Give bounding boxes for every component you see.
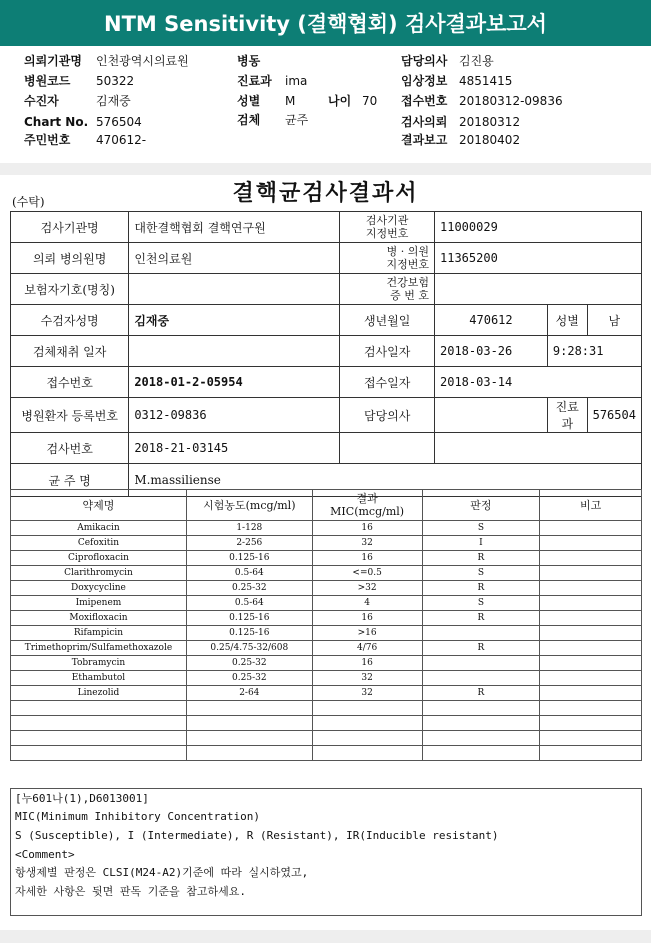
label-lab-no: 검사기관 지정번호 <box>340 212 435 243</box>
summary-value: 20180402 <box>459 133 521 147</box>
label-strain: 균 주 명 <box>11 464 129 497</box>
value-test-date: 2018-03-26 <box>435 336 548 367</box>
table-row <box>11 536 642 551</box>
table-row <box>11 641 642 656</box>
label-dept: 진료과 <box>547 398 587 433</box>
judgement-cell <box>422 656 540 671</box>
drug-name-cell: Linezolid <box>11 686 187 701</box>
drug-name-cell: Tobramycin <box>11 656 187 671</box>
note-cell <box>540 731 642 746</box>
summary-value: ima <box>285 74 308 88</box>
drug-name-cell: Imipenem <box>11 596 187 611</box>
page-title: NTM Sensitivity (결핵협회) 검사결과보고서 <box>104 12 547 36</box>
drug-name-cell <box>11 716 187 731</box>
summary-label: 병동 <box>237 54 261 68</box>
judgement-cell: R <box>422 641 540 656</box>
note-cell <box>540 536 642 551</box>
concentration-cell: 0.25-32 <box>186 671 312 686</box>
concentration-cell: 0.125-16 <box>186 551 312 566</box>
summary-value: 20180312-09836 <box>459 94 563 108</box>
value-birth: 470612 <box>435 305 548 336</box>
drug-name-cell: Rifampicin <box>11 626 187 641</box>
summary-value: 4851415 <box>459 74 513 88</box>
header-note: 비고 <box>540 490 642 521</box>
value-hosp-reg: 0312-09836 <box>129 398 340 433</box>
drug-name-cell: Doxycycline <box>11 581 187 596</box>
summary-label: 검체 <box>237 113 261 127</box>
label-hosp-reg: 병원환자 등록번호 <box>11 398 129 433</box>
judgement-cell <box>422 716 540 731</box>
mic-cell: <=0.5 <box>312 566 422 581</box>
comment-line: 항생제별 판정은 CLSI(M24-A2)기준에 따라 실시하였고, <box>15 866 309 879</box>
note-cell <box>540 566 642 581</box>
mic-cell <box>312 716 422 731</box>
table-row <box>11 746 642 761</box>
value-sex: 남 <box>587 305 641 336</box>
concentration-cell: 0.5-64 <box>186 566 312 581</box>
mic-cell <box>312 731 422 746</box>
summary-value: 576504 <box>96 115 142 129</box>
mic-cell <box>312 746 422 761</box>
note-cell <box>540 656 642 671</box>
mic-cell: 32 <box>312 671 422 686</box>
concentration-cell: 0.25-32 <box>186 656 312 671</box>
table-row <box>11 731 642 746</box>
value-lab-no: 11000029 <box>435 212 642 243</box>
concentration-cell: 0.25/4.75-32/608 <box>186 641 312 656</box>
summary-label: 나이 <box>328 94 352 108</box>
judgement-cell: R <box>422 581 540 596</box>
empty-cell <box>435 433 642 464</box>
judgement-cell: R <box>422 611 540 626</box>
judgement-cell: R <box>422 686 540 701</box>
label-collect-date: 검체채취 일자 <box>11 336 129 367</box>
judgement-cell <box>422 731 540 746</box>
table-row <box>11 686 642 701</box>
judgement-cell: I <box>422 536 540 551</box>
note-cell <box>540 626 642 641</box>
summary-value: 김재중 <box>96 94 131 108</box>
comment-line: <Comment> <box>15 848 75 861</box>
table-row <box>11 671 642 686</box>
mic-cell: >16 <box>312 626 422 641</box>
value-test-no: 2018-21-03145 <box>129 433 340 464</box>
consignment-label: (수탁) <box>12 195 45 209</box>
label-sex: 성별 <box>547 305 587 336</box>
label-doctor: 담당의사 <box>340 398 435 433</box>
judgement-cell: S <box>422 521 540 536</box>
mic-cell: 4/76 <box>312 641 422 656</box>
summary-label: 검사의뢰 <box>401 115 448 129</box>
label-health-cert: 건강보험 증 번 호 <box>340 274 435 305</box>
concentration-cell <box>186 701 312 716</box>
label-insurance: 보험자기호(명칭) <box>11 274 129 305</box>
judgement-cell: S <box>422 596 540 611</box>
concentration-cell: 0.125-16 <box>186 626 312 641</box>
value-doctor <box>435 398 548 433</box>
table-row <box>11 701 642 716</box>
note-cell <box>540 611 642 626</box>
summary-label: 결과보고 <box>401 133 448 147</box>
value-req-hosp: 인천의료원 <box>129 243 340 274</box>
summary-value: 김진용 <box>459 54 494 68</box>
mic-cell: 16 <box>312 551 422 566</box>
value-insurance <box>129 274 340 305</box>
note-cell <box>540 686 642 701</box>
label-test-date: 검사일자 <box>340 336 435 367</box>
table-row <box>11 581 642 596</box>
judgement-cell <box>422 626 540 641</box>
summary-value: 인천광역시의료원 <box>96 54 189 68</box>
note-cell <box>540 701 642 716</box>
summary-label: 수진자 <box>24 94 59 108</box>
value-health-cert <box>435 274 642 305</box>
summary-label: 주민번호 <box>24 133 71 147</box>
summary-value: 균주 <box>285 113 309 127</box>
mic-cell <box>312 701 422 716</box>
mic-cell: 16 <box>312 656 422 671</box>
concentration-cell: 2-64 <box>186 686 312 701</box>
summary-label: 진료과 <box>237 74 272 88</box>
mic-cell: 4 <box>312 596 422 611</box>
report-title: 결핵균검사결과서 <box>232 180 419 206</box>
table-row <box>11 551 642 566</box>
table-row <box>11 656 642 671</box>
note-cell <box>540 551 642 566</box>
summary-value: 50322 <box>96 74 135 88</box>
mic-cell: 32 <box>312 686 422 701</box>
value-strain: M.massiliense <box>129 464 642 497</box>
note-cell <box>540 671 642 686</box>
table-row <box>11 626 642 641</box>
label-req-hosp-no: 병 · 의원 지정번호 <box>340 243 435 274</box>
report-header <box>0 0 651 46</box>
footer-bar <box>0 930 651 943</box>
label-receipt-no: 접수번호 <box>11 367 129 398</box>
header-mic: 결과 MIC(mcg/ml) <box>312 490 422 521</box>
label-receipt-date: 접수일자 <box>340 367 435 398</box>
mic-cell: 16 <box>312 611 422 626</box>
summary-label: 임상정보 <box>401 74 448 88</box>
summary-label: 의뢰기관명 <box>24 54 82 68</box>
summary-value: 20180312 <box>459 115 521 129</box>
concentration-cell <box>186 716 312 731</box>
comment-line: 자세한 사항은 뒷면 판독 기준을 참고하세요. <box>15 885 247 898</box>
drug-name-cell: Cefoxitin <box>11 536 187 551</box>
comment-line: S (Susceptible), I (Intermediate), R (Resistant), IR(Inducible resistant) <box>15 829 499 842</box>
value-req-hosp-no: 11365200 <box>435 243 642 274</box>
table-row <box>11 716 642 731</box>
susceptibility-table <box>10 489 642 761</box>
header-concentration: 시험농도(mcg/ml) <box>186 490 312 521</box>
summary-label: 담당의사 <box>401 54 448 68</box>
summary-label: 병원코드 <box>24 74 71 88</box>
concentration-cell: 2-256 <box>186 536 312 551</box>
summary-value: M <box>285 94 296 108</box>
comment-line: [누601나(1),D6013001] <box>15 792 149 805</box>
concentration-cell <box>186 731 312 746</box>
judgement-cell <box>422 701 540 716</box>
value-receipt-date: 2018-03-14 <box>435 367 642 398</box>
drug-name-cell: Moxifloxacin <box>11 611 187 626</box>
table-header-row <box>11 490 642 521</box>
value-patient: 김재중 <box>129 305 340 336</box>
value-dept: 576504 <box>587 398 641 433</box>
mic-cell: >32 <box>312 581 422 596</box>
table-row <box>11 611 642 626</box>
value-receipt-no: 2018-01-2-05954 <box>129 367 340 398</box>
concentration-cell <box>186 746 312 761</box>
empty-cell <box>340 433 435 464</box>
divider <box>0 163 651 175</box>
judgement-cell: S <box>422 566 540 581</box>
drug-name-cell: Ciprofloxacin <box>11 551 187 566</box>
label-test-no: 검사번호 <box>11 433 129 464</box>
value-lab-name: 대한결핵협회 결핵연구원 <box>129 212 340 243</box>
note-cell <box>540 716 642 731</box>
table-row <box>11 521 642 536</box>
label-lab-name: 검사기관명 <box>11 212 129 243</box>
judgement-cell: R <box>422 551 540 566</box>
drug-name-cell <box>11 731 187 746</box>
drug-name-cell: Ethambutol <box>11 671 187 686</box>
concentration-cell: 0.125-16 <box>186 611 312 626</box>
summary-label: Chart No. <box>24 115 89 129</box>
label-patient: 수검자성명 <box>11 305 129 336</box>
label-birth: 생년월일 <box>340 305 435 336</box>
mic-cell: 16 <box>312 521 422 536</box>
label-req-hosp: 의뢰 병의원명 <box>11 243 129 274</box>
drug-name-cell: Trimethoprim/Sulfamethoxazole <box>11 641 187 656</box>
summary-label: 접수번호 <box>401 94 448 108</box>
drug-name-cell: Amikacin <box>11 521 187 536</box>
value-test-time: 9:28:31 <box>547 336 641 367</box>
comment-line: MIC(Minimum Inhibitory Concentration) <box>15 810 261 823</box>
note-cell <box>540 581 642 596</box>
value-collect-date <box>129 336 340 367</box>
summary-label: 성별 <box>237 94 261 108</box>
patient-info-table <box>10 211 642 497</box>
comment-box <box>10 788 642 916</box>
header-judgement: 판정 <box>422 490 540 521</box>
table-row <box>11 566 642 581</box>
concentration-cell: 1-128 <box>186 521 312 536</box>
mic-cell: 32 <box>312 536 422 551</box>
drug-name-cell <box>11 746 187 761</box>
note-cell <box>540 641 642 656</box>
note-cell <box>540 746 642 761</box>
concentration-cell: 0.5-64 <box>186 596 312 611</box>
header-drug: 약제명 <box>11 490 187 521</box>
note-cell <box>540 596 642 611</box>
concentration-cell: 0.25-32 <box>186 581 312 596</box>
judgement-cell <box>422 671 540 686</box>
summary-value: 70 <box>362 94 378 108</box>
table-row <box>11 596 642 611</box>
summary-value: 470612- <box>96 133 147 147</box>
note-cell <box>540 521 642 536</box>
drug-name-cell <box>11 701 187 716</box>
judgement-cell <box>422 746 540 761</box>
drug-name-cell: Clarithromycin <box>11 566 187 581</box>
